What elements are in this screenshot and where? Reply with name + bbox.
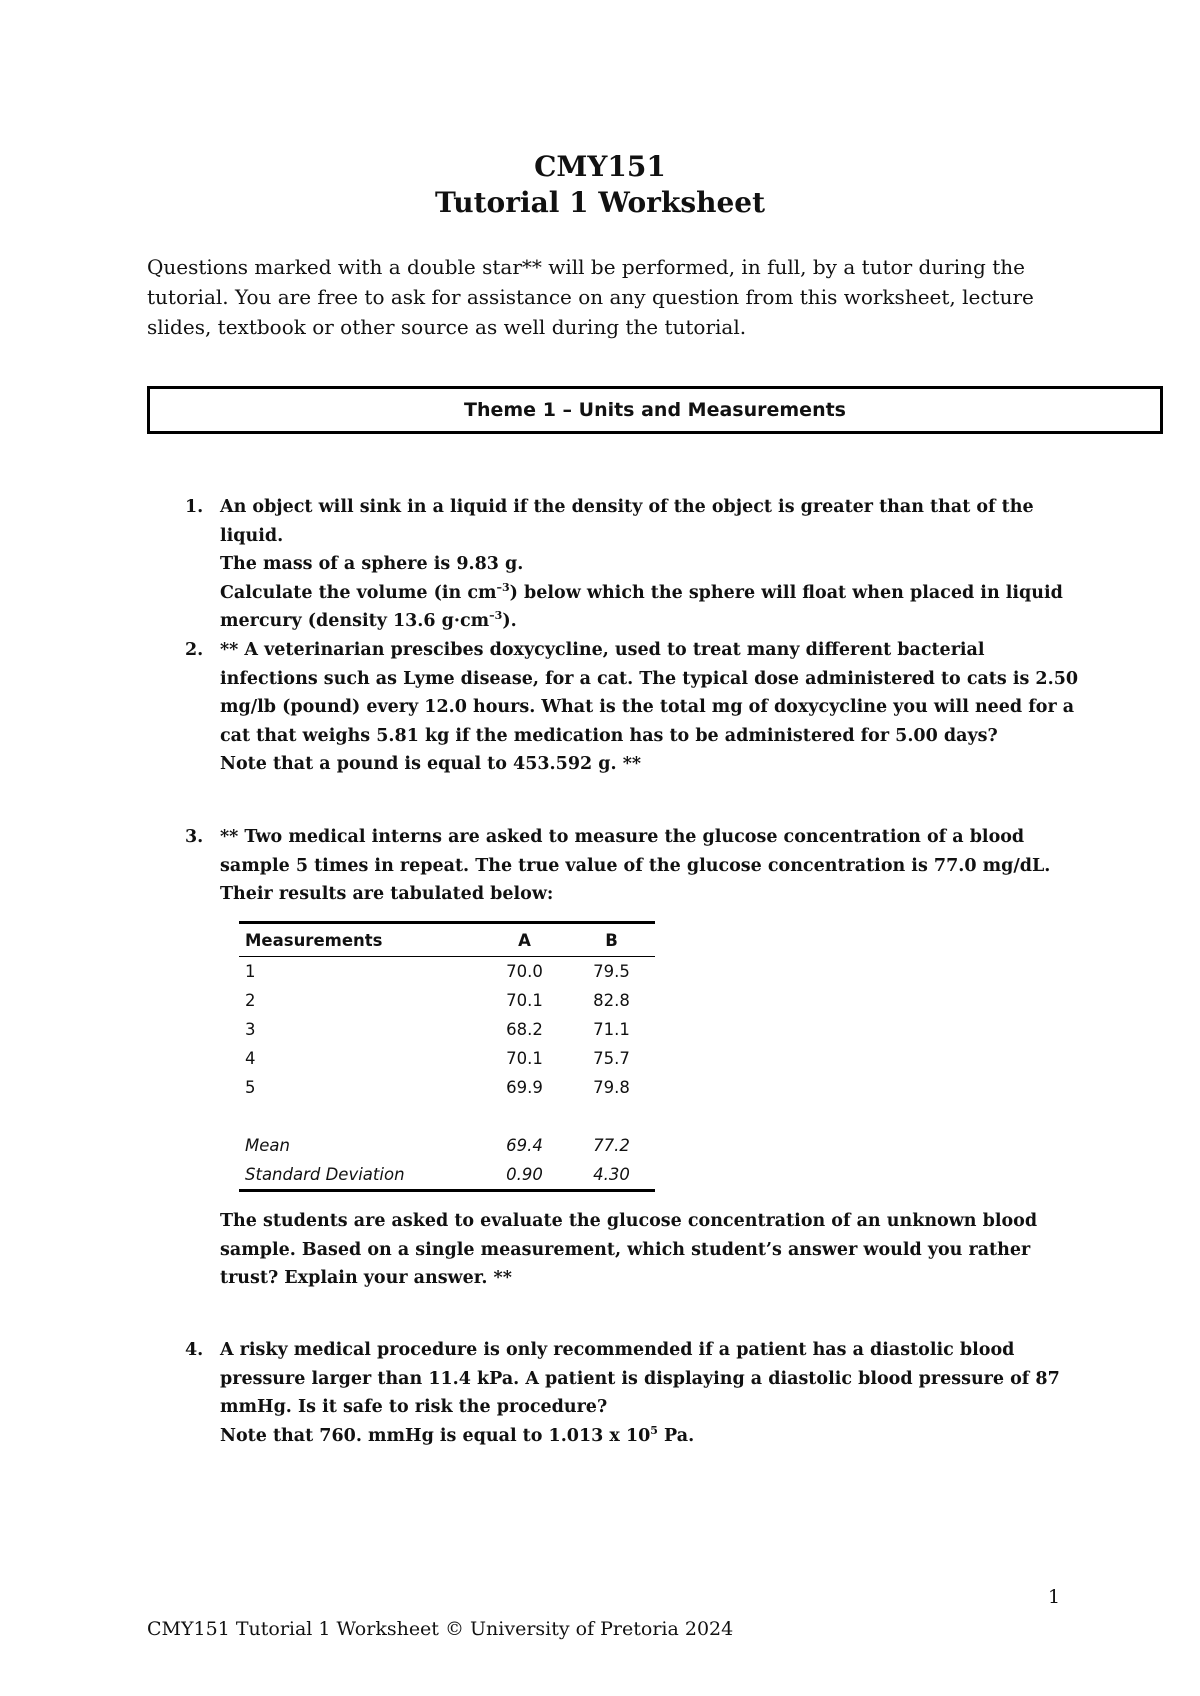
column-header: A bbox=[481, 923, 568, 957]
column-header: B bbox=[568, 923, 655, 957]
table-cell: 5 bbox=[245, 1078, 256, 1097]
question-3 bbox=[185, 823, 1085, 909]
question-text: ** A veterinarian prescibes doxycycline, used to treat many different bacterial infections such as Lyme disease, for a cat. The typical dose administered to cats is 2.50 mg/lb (pound) every 12.0 hours. What is the total mg of doxycycline you will need for a cat that weighs 5.81 kg if the medication has to be administered for 5.00 days? bbox=[220, 640, 1079, 746]
question-1 bbox=[185, 493, 1085, 636]
question-number: 2. bbox=[185, 640, 204, 660]
column-header: Measurements bbox=[239, 923, 481, 957]
question-number: 1. bbox=[185, 497, 204, 517]
table-cell: 0.90 bbox=[481, 1160, 568, 1191]
theme-heading-box bbox=[147, 386, 1163, 434]
question-number: 3. bbox=[185, 827, 204, 847]
question-text: The mass of a sphere is 9.83 g. bbox=[220, 554, 524, 574]
table-cell: 79.5 bbox=[593, 962, 630, 981]
table-cell: 69.4 bbox=[506, 1136, 543, 1155]
table-row bbox=[239, 1073, 655, 1102]
question-text: The students are asked to evaluate the glucose concentration of an unknown blood sample. Based on a single measurement, which student’s answer would you rather trust? Explain your answer. ** bbox=[220, 1211, 1038, 1288]
question-text: A risky medical procedure is only recommended if a patient has a diastolic blood pressure larger than 11.4 kPa. A patient is displaying a diastolic blood pressure of 87 mmHg. Is it safe to risk the procedure? bbox=[220, 1340, 1060, 1417]
table-cell: 70.0 bbox=[506, 962, 543, 981]
question-text: An object will sink in a liquid if the density of the object is greater than that of the liquid. bbox=[220, 497, 1034, 546]
table-cell: 4 bbox=[245, 1049, 256, 1068]
question-3-followup bbox=[185, 1207, 1085, 1293]
table-cell: 4.30 bbox=[568, 1160, 655, 1191]
worksheet-title: Tutorial 1 Worksheet bbox=[434, 186, 766, 219]
table-row bbox=[239, 1015, 655, 1044]
question-note: Note that 760. mmHg is equal to 1.013 x $10^5$ Pa. bbox=[220, 1423, 695, 1446]
table-header-row bbox=[239, 923, 655, 957]
table-cell: 3 bbox=[245, 1020, 256, 1039]
table-cell: 68.2 bbox=[506, 1020, 543, 1039]
table-cell: 70.1 bbox=[506, 991, 543, 1010]
table-cell: 79.8 bbox=[593, 1078, 630, 1097]
table-cell: 71.1 bbox=[593, 1020, 630, 1039]
table-row bbox=[239, 957, 655, 987]
table-row bbox=[239, 1131, 655, 1160]
table-row bbox=[239, 1044, 655, 1073]
question-text: ** Two medical interns are asked to measure the glucose concentration of a blood sample 5 times in repeat. The true value of the glucose concentration is 77.0 mg/dL. Their results are tabulated below: bbox=[220, 827, 1051, 904]
question-number: 4. bbox=[185, 1340, 204, 1360]
footer-text: CMY151 Tutorial 1 Worksheet © University of Pretoria 2024 bbox=[147, 1618, 734, 1640]
page-number: 1 bbox=[1048, 1586, 1061, 1608]
question-4 bbox=[185, 1336, 1085, 1450]
question-text: Calculate the volume (in $cm^{-3}$) below which the sphere will float when placed in liquid mercury (density 13.6 $g\cdot cm^{-3}$). bbox=[220, 580, 1063, 631]
table-cell: 1 bbox=[245, 962, 256, 981]
table-row bbox=[239, 986, 655, 1015]
intro-paragraph: Questions marked with a double star** will be performed, in full, by a tutor during the tutorial. You are free to ask for assistance on any question from this worksheet, lecture slides, textbook or other source as well during the tutorial. bbox=[147, 255, 1034, 339]
course-code: CMY151 bbox=[534, 150, 666, 183]
table-spacer-row bbox=[239, 1102, 655, 1131]
table-cell: 82.8 bbox=[593, 991, 630, 1010]
table-cell: Mean bbox=[245, 1136, 290, 1155]
question-note: Note that a pound is equal to 453.592 g. ** bbox=[220, 754, 641, 774]
table-cell: 70.1 bbox=[506, 1049, 543, 1068]
table-cell: 77.2 bbox=[593, 1136, 630, 1155]
table-cell: Standard Deviation bbox=[239, 1160, 481, 1191]
theme-heading: Theme 1 – Units and Measurements bbox=[464, 399, 846, 421]
table-cell: 75.7 bbox=[593, 1049, 630, 1068]
table-row bbox=[239, 1160, 655, 1191]
table-cell: 2 bbox=[245, 991, 256, 1010]
question-2 bbox=[185, 636, 1085, 779]
results-table bbox=[239, 921, 655, 1192]
table-cell: 69.9 bbox=[506, 1078, 543, 1097]
